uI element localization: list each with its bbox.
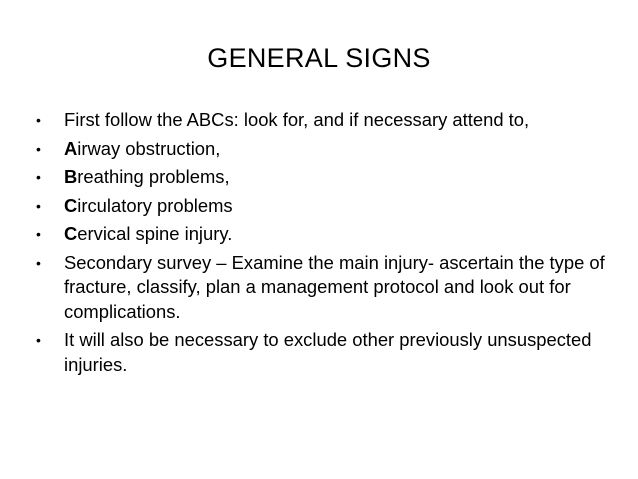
bullet-point-icon: •	[36, 254, 41, 271]
bullet-text: irway obstruction,	[77, 137, 221, 159]
bullet-point-icon: •	[36, 226, 41, 243]
bullet-text: It will also be necessary to exclude other previously unsuspected injuries.	[64, 329, 592, 375]
bullet-point-icon: •	[36, 332, 41, 349]
bullet-item	[36, 165, 611, 189]
bullet-point-icon: •	[36, 112, 41, 128]
bullet-text: irculatory problems	[77, 194, 233, 216]
bullet-lead: B	[64, 166, 78, 188]
bullet-lead: A	[64, 137, 78, 159]
bullet-item	[36, 251, 611, 324]
bullet-text: reathing problems,	[77, 166, 230, 188]
bullet-text: First follow the ABCs: look for, and if necessary attend to,	[64, 109, 530, 130]
bullet-point-icon: •	[36, 140, 41, 157]
bullet-text: Secondary survey – Examine the main injury- ascertain the type of fracture, classify, plan a management protocol and look out for complications.	[64, 251, 605, 322]
bullet-point-icon: •	[36, 169, 41, 186]
bullet-text: ervical spine injury.	[77, 223, 233, 245]
bullet-item	[36, 194, 611, 218]
bullet-lead: C	[64, 194, 78, 216]
bullet-item	[36, 108, 611, 132]
bullet-point-icon: •	[36, 197, 41, 214]
bullet-lead: C	[64, 223, 78, 245]
bullet-list	[36, 108, 611, 381]
slide-title: GENERAL SIGNS	[207, 43, 431, 73]
bullet-item	[36, 137, 611, 161]
bullet-item	[36, 222, 611, 246]
bullet-item	[36, 328, 611, 377]
